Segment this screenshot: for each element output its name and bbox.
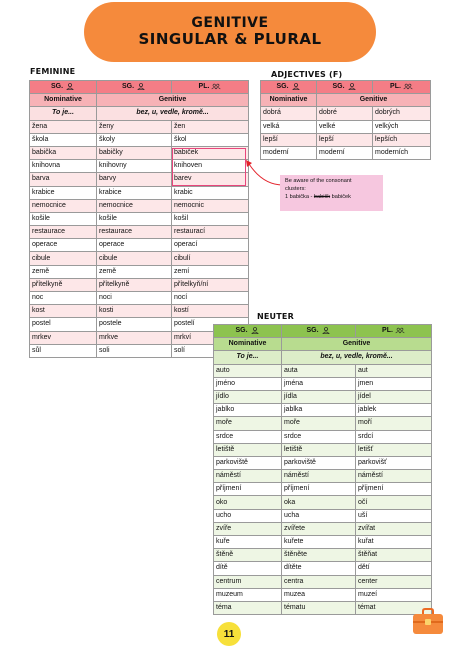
genitive-pl-cell: košil [172, 212, 249, 225]
table-row [214, 417, 432, 430]
genitive-sg-cell: ženy [97, 120, 172, 133]
col-header-pl: PL. [373, 81, 431, 94]
nominative-cell: babička [30, 146, 97, 159]
nominative-header: Nominative [214, 338, 282, 351]
nominative-cell: kost [30, 305, 97, 318]
genitive-pl-cell: postelí [172, 318, 249, 331]
nominative-cell: oko [214, 496, 282, 509]
genitive-sg-cell: dítěte [282, 562, 356, 575]
nominative-cell: náměstí [214, 470, 282, 483]
nominative-cell: žena [30, 120, 97, 133]
genitive-pl-cell: uší [356, 509, 432, 522]
nominative-cell: téma [214, 601, 282, 614]
nominative-cell: postel [30, 318, 97, 331]
col-header-sg: SG. [30, 81, 97, 94]
nominative-header: Nominative [30, 94, 97, 107]
table-row [30, 305, 249, 318]
person-icon [321, 327, 331, 334]
table-row [30, 239, 249, 252]
table-row [214, 588, 432, 601]
genitive-sg-cell: moře [282, 417, 356, 430]
table-row [30, 199, 249, 212]
arrow-icon [243, 159, 285, 189]
genitive-pl-cell: mrkví [172, 331, 249, 344]
nominative-cell: košile [30, 212, 97, 225]
table-row [214, 522, 432, 535]
genitive-sg-cell: parkoviště [282, 456, 356, 469]
genitive-sg-cell: soli [97, 344, 172, 357]
table-row [261, 146, 431, 159]
people-icon [403, 83, 413, 90]
nominative-cell: velká [261, 120, 317, 133]
table-row [214, 496, 432, 509]
table-row [30, 265, 249, 278]
nominative-cell: ucho [214, 509, 282, 522]
genitive-pl-cell: letišť [356, 443, 432, 456]
table-row [261, 133, 431, 146]
genitive-sg-cell: náměstí [282, 470, 356, 483]
feminine-title: FEMININE [30, 67, 76, 76]
genitive-sg-cell: lepší [317, 133, 373, 146]
table-row [214, 470, 432, 483]
genitive-sg-cell: zvířete [282, 522, 356, 535]
genitive-sg-cell: postele [97, 318, 172, 331]
table-row [214, 601, 432, 614]
table-row [30, 212, 249, 225]
nominative-cell: cibule [30, 252, 97, 265]
table-row [214, 404, 432, 417]
nominative-cell: jídlo [214, 390, 282, 403]
genitive-pl-cell: restaurací [172, 226, 249, 239]
nominative-cell: muzeum [214, 588, 282, 601]
genitive-pl-cell: cibulí [172, 252, 249, 265]
nominative-cell: sůl [30, 344, 97, 357]
nominative-cell: příjmení [214, 483, 282, 496]
genitive-pl-cell: příjmení [356, 483, 432, 496]
col-header-sg: SG. [282, 325, 356, 338]
prepositions-label: bez, u, vedle, kromě... [97, 107, 249, 120]
genitive-pl-cell: nemocnic [172, 199, 249, 212]
nominative-cell: přítelkyně [30, 278, 97, 291]
genitive-pl-cell: solí [172, 344, 249, 357]
neuter-table [213, 324, 432, 615]
genitive-sg-cell: nemocnice [97, 199, 172, 212]
genitive-sg-cell: tématu [282, 601, 356, 614]
person-icon [347, 83, 357, 90]
genitive-pl-cell: moří [356, 417, 432, 430]
col-header-sg: SG. [261, 81, 317, 94]
genitive-pl-cell: očí [356, 496, 432, 509]
genitive-header: Genitive [97, 94, 249, 107]
genitive-sg-cell: jablka [282, 404, 356, 417]
table-row [261, 120, 431, 133]
genitive-sg-cell: operace [97, 239, 172, 252]
nominative-cell: kuře [214, 536, 282, 549]
nominative-cell: restaurace [30, 226, 97, 239]
genitive-pl-cell: dobrých [373, 107, 431, 120]
nominative-cell: centrum [214, 575, 282, 588]
nominative-cell: lepší [261, 133, 317, 146]
nominative-cell: dobrá [261, 107, 317, 120]
nominative-cell: dítě [214, 562, 282, 575]
genitive-sg-cell: knihovny [97, 160, 172, 173]
nominative-cell: knihovna [30, 160, 97, 173]
table-row [30, 133, 249, 146]
genitive-sg-cell: barvy [97, 173, 172, 186]
col-header-pl: PL. [356, 325, 432, 338]
table-row [214, 575, 432, 588]
table-row [214, 483, 432, 496]
briefcase-icon [411, 607, 445, 637]
genitive-sg-cell: srdce [282, 430, 356, 443]
table-row [30, 226, 249, 239]
genitive-sg-cell: oka [282, 496, 356, 509]
table-row [214, 536, 432, 549]
consonant-cluster-highlight [172, 148, 246, 186]
genitive-pl-cell: barev [172, 173, 249, 186]
genitive-pl-cell: jablek [356, 404, 432, 417]
genitive-pl-cell: lepších [373, 133, 431, 146]
table-row [214, 456, 432, 469]
genitive-sg-cell: školy [97, 133, 172, 146]
genitive-pl-cell: zvířat [356, 522, 432, 535]
table-row [261, 107, 431, 120]
genitive-pl-cell: nocí [172, 292, 249, 305]
nominative-cell: parkoviště [214, 456, 282, 469]
genitive-sg-cell: babičky [97, 146, 172, 159]
genitive-pl-cell: babiček [172, 146, 249, 159]
genitive-sg-cell: dobré [317, 107, 373, 120]
genitive-sg-cell: cibule [97, 252, 172, 265]
genitive-sg-cell: moderní [317, 146, 373, 159]
genitive-sg-cell: příjmení [282, 483, 356, 496]
genitive-sg-cell: štěněte [282, 549, 356, 562]
person-icon [250, 327, 260, 334]
nominative-cell: operace [30, 239, 97, 252]
genitive-pl-cell: velkých [373, 120, 431, 133]
genitive-pl-cell: žen [172, 120, 249, 133]
banner-title: GENITIVE [191, 15, 269, 32]
table-row [214, 364, 432, 377]
genitive-sg-cell: přítelkyně [97, 278, 172, 291]
nominative-cell: barva [30, 173, 97, 186]
table-row [214, 430, 432, 443]
nominative-cell: země [30, 265, 97, 278]
genitive-pl-cell: krabic [172, 186, 249, 199]
consonant-note: Be aware of the consonant clusters: 1 babička - babičk babiček [280, 175, 383, 211]
nominative-cell: nemocnice [30, 199, 97, 212]
genitive-pl-cell: operací [172, 239, 249, 252]
genitive-sg-cell: mrkve [97, 331, 172, 344]
col-header-sg: SG. [214, 325, 282, 338]
adjectives-table [260, 80, 431, 160]
genitive-sg-cell: jídla [282, 390, 356, 403]
genitive-pl-cell: dětí [356, 562, 432, 575]
genitive-sg-cell: letiště [282, 443, 356, 456]
genitive-pl-cell: náměstí [356, 470, 432, 483]
genitive-sg-cell: košile [97, 212, 172, 225]
table-row [214, 390, 432, 403]
genitive-pl-cell: parkovišť [356, 456, 432, 469]
genitive-sg-cell: auta [282, 364, 356, 377]
nominative-cell: moře [214, 417, 282, 430]
title-banner [84, 2, 376, 62]
genitive-pl-cell: kuřat [356, 536, 432, 549]
nominative-cell: jméno [214, 377, 282, 390]
genitive-sg-cell: noci [97, 292, 172, 305]
nominative-cell: štěně [214, 549, 282, 562]
nominative-cell: srdce [214, 430, 282, 443]
table-row [30, 252, 249, 265]
page-number: 11 [217, 622, 241, 646]
table-row [30, 120, 249, 133]
person-icon [136, 83, 146, 90]
to-je-label: To je... [214, 351, 282, 364]
genitive-pl-cell: jídel [356, 390, 432, 403]
nominative-cell: krabice [30, 186, 97, 199]
people-icon [395, 327, 405, 334]
person-icon [65, 83, 75, 90]
person-icon [291, 83, 301, 90]
table-row [214, 377, 432, 390]
nominative-cell: zvíře [214, 522, 282, 535]
genitive-sg-cell: ucha [282, 509, 356, 522]
people-icon [211, 83, 221, 90]
nominative-cell: mrkev [30, 331, 97, 344]
genitive-sg-cell: kosti [97, 305, 172, 318]
nominative-cell: škola [30, 133, 97, 146]
genitive-pl-cell: aut [356, 364, 432, 377]
prepositions-label: bez, u, vedle, kromě... [282, 351, 432, 364]
table-row [30, 278, 249, 291]
nominative-cell: auto [214, 364, 282, 377]
nominative-cell: noc [30, 292, 97, 305]
genitive-pl-cell: jmen [356, 377, 432, 390]
genitive-pl-cell: knihoven [172, 160, 249, 173]
table-row [214, 562, 432, 575]
genitive-pl-cell: moderních [373, 146, 431, 159]
nominative-cell: letiště [214, 443, 282, 456]
table-row [30, 186, 249, 199]
genitive-sg-cell: centra [282, 575, 356, 588]
table-row [214, 509, 432, 522]
to-je-label: To je... [30, 107, 97, 120]
genitive-sg-cell: kuřete [282, 536, 356, 549]
genitive-pl-cell: témat [356, 601, 432, 614]
neuter-title: NEUTER [257, 312, 294, 321]
genitive-pl-cell: muzeí [356, 588, 432, 601]
nominative-header: Nominative [261, 94, 317, 107]
genitive-sg-cell: restaurace [97, 226, 172, 239]
banner-subtitle: SINGULAR & PLURAL [138, 30, 322, 49]
genitive-pl-cell: srdcí [356, 430, 432, 443]
genitive-sg-cell: jména [282, 377, 356, 390]
nominative-cell: moderní [261, 146, 317, 159]
genitive-pl-cell: zemí [172, 265, 249, 278]
col-header-sg: SG. [97, 81, 172, 94]
adjectives-title: ADJECTIVES (F) [271, 70, 343, 79]
genitive-sg-cell: velké [317, 120, 373, 133]
table-row [30, 292, 249, 305]
genitive-pl-cell: štěňat [356, 549, 432, 562]
genitive-pl-cell: kostí [172, 305, 249, 318]
table-row [214, 443, 432, 456]
col-header-pl: PL. [172, 81, 249, 94]
genitive-sg-cell: krabice [97, 186, 172, 199]
genitive-header: Genitive [317, 94, 431, 107]
genitive-sg-cell: muzea [282, 588, 356, 601]
table-row [214, 549, 432, 562]
genitive-pl-cell: center [356, 575, 432, 588]
genitive-pl-cell: škol [172, 133, 249, 146]
nominative-cell: jablko [214, 404, 282, 417]
col-header-sg: SG. [317, 81, 373, 94]
genitive-header: Genitive [282, 338, 432, 351]
genitive-sg-cell: země [97, 265, 172, 278]
feminine-table [29, 80, 249, 358]
genitive-pl-cell: přítelkyň/ní [172, 278, 249, 291]
